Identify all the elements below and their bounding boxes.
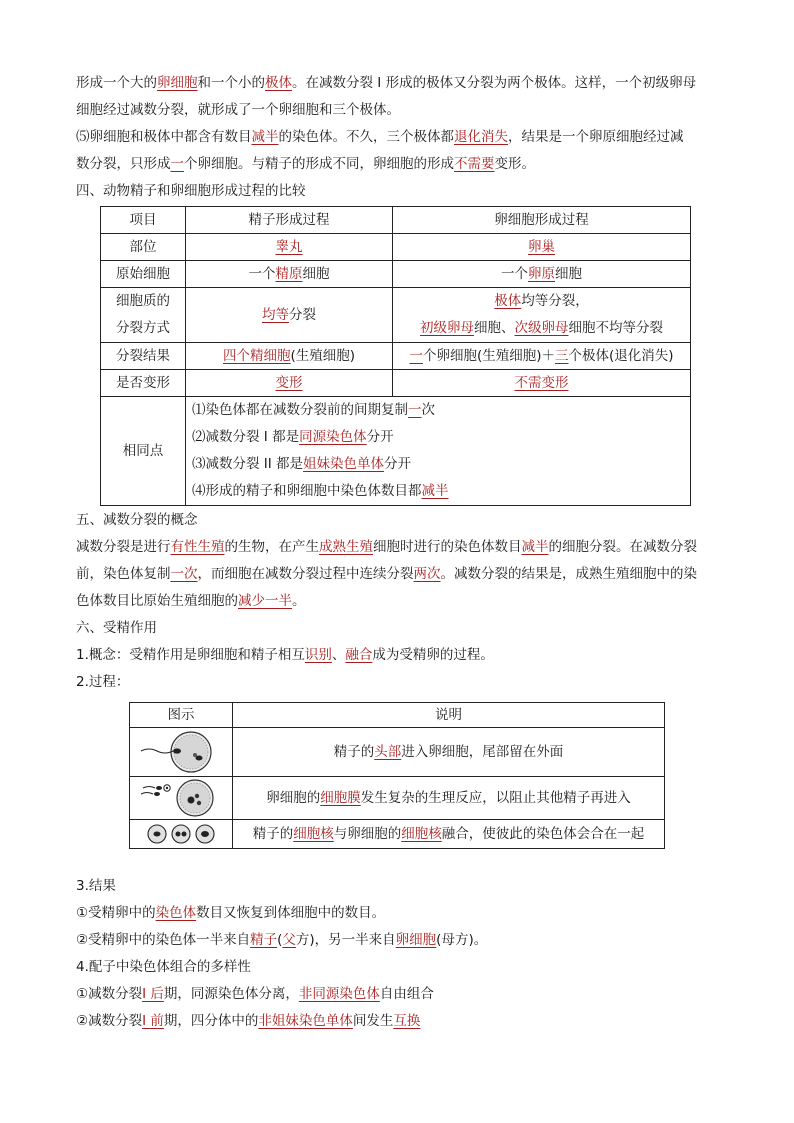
sperm-cell xyxy=(186,261,393,288)
result-label: 3.结果 xyxy=(76,878,116,894)
key-term: 精原 xyxy=(275,265,303,282)
key-term: 细胞核 xyxy=(401,826,442,842)
key-term: 非同源染色体 xyxy=(298,986,380,1002)
intro-line-1 xyxy=(76,70,720,97)
key-term: 精子 xyxy=(250,932,278,948)
table-row-result xyxy=(101,343,691,370)
text: 细胞时进行的染色体数目 xyxy=(373,539,522,555)
label-line: 分裂方式 xyxy=(116,320,170,336)
table-row-origin xyxy=(101,261,691,288)
similarities-cell xyxy=(186,397,691,506)
key-term: 不需变形 xyxy=(514,374,569,391)
key-term: 头部 xyxy=(374,744,402,760)
diversity-label: 4.配子中染色体组合的多样性 xyxy=(76,959,251,975)
egg-cell xyxy=(393,343,691,370)
table-row xyxy=(130,820,665,849)
egg-membrane-reaction-illustration xyxy=(133,778,229,818)
egg-cell xyxy=(393,370,691,397)
key-term: 同源染色体 xyxy=(299,429,367,445)
key-term: 互换 xyxy=(393,1013,421,1029)
similarity-item xyxy=(192,478,690,505)
text: 一个 xyxy=(501,265,528,282)
text: ，结果是一个卵原细胞经过减 xyxy=(508,129,684,145)
text: 前，染色体复制 xyxy=(76,566,171,582)
row-label xyxy=(101,288,186,343)
sperm-cell xyxy=(186,343,393,370)
text: 个极体(退化消失) xyxy=(568,347,674,364)
text: 发生复杂的生理反应，以阻止其他精子再进入 xyxy=(360,790,631,806)
key-term: 次级卵母 xyxy=(514,320,569,336)
result-item-1 xyxy=(76,900,720,927)
key-term: 三 xyxy=(555,347,569,364)
label-line: 细胞质的 xyxy=(116,293,170,309)
header-cell: 说明 xyxy=(233,703,665,728)
figure-cell xyxy=(130,728,233,777)
diversity-item-2 xyxy=(76,1008,720,1035)
text: ，而细胞在减数分裂过程中连续分裂 xyxy=(197,566,414,582)
key-term: I 前 xyxy=(142,1013,164,1029)
key-term: 细胞核 xyxy=(293,826,334,842)
key-term: 退化消失 xyxy=(454,129,508,145)
description-cell xyxy=(233,777,665,820)
text: 形成一个大的 xyxy=(76,75,157,91)
section-6-heading: 六、受精作用 xyxy=(76,620,157,636)
key-term: 卵巢 xyxy=(528,238,555,255)
text: 期，四分体中的 xyxy=(163,1013,259,1029)
key-term: 变形 xyxy=(275,374,303,391)
result-item-2 xyxy=(76,927,720,954)
intro-line-3 xyxy=(76,124,720,151)
cell-line xyxy=(393,315,690,342)
text: ②受精卵中的染色体一半来自 xyxy=(76,932,251,948)
key-term: 卵原 xyxy=(528,265,555,282)
nuclei-fusion-illustration xyxy=(133,821,229,847)
intro-line-4 xyxy=(76,151,720,178)
key-term: 卵细胞 xyxy=(395,932,437,948)
key-term: 染色体 xyxy=(155,905,197,921)
text: 的染色体。不久，三个极体都 xyxy=(278,129,454,145)
text: ②减数分裂 xyxy=(76,1013,143,1029)
text: 、 xyxy=(331,647,346,663)
section-5-heading: 五、减数分裂的概念 xyxy=(76,512,198,528)
text: 融合，使彼此的染色体会合在一起 xyxy=(441,826,645,842)
process-label: 2.过程： xyxy=(76,674,130,690)
concept-line-3 xyxy=(76,588,720,615)
text: 自由组合 xyxy=(379,986,434,1002)
text: 进入卵细胞，尾部留在外面 xyxy=(401,744,564,760)
fertilization-concept xyxy=(76,642,720,669)
text: 均等分裂， xyxy=(521,293,589,309)
table-header-row xyxy=(101,207,691,234)
text: 精子的 xyxy=(333,744,375,760)
text: ①受精卵中的 xyxy=(76,905,156,921)
key-term: 均等 xyxy=(262,306,289,323)
table-row-similarities xyxy=(101,397,691,506)
row-label: 是否变形 xyxy=(101,370,186,397)
key-term: 极体 xyxy=(494,293,522,309)
table-row-part xyxy=(101,234,691,261)
comparison-table xyxy=(100,206,691,506)
text: 的细胞分裂。在减数分裂 xyxy=(548,539,697,555)
key-term: 非姐妹染色单体 xyxy=(258,1013,353,1029)
header-cell: 项目 xyxy=(101,207,186,234)
text: 数目又恢复到体细胞中的数目。 xyxy=(196,905,386,921)
key-term: 减半 xyxy=(421,483,449,499)
text: 减数分裂是进行 xyxy=(76,539,171,555)
concept-line-2 xyxy=(76,561,720,588)
similarity-item xyxy=(192,424,690,451)
header-cell: 图示 xyxy=(130,703,233,728)
key-term: 父 xyxy=(282,932,296,948)
text: 分裂 xyxy=(289,306,316,323)
key-term: 不需要 xyxy=(454,156,495,172)
similarity-item xyxy=(192,451,690,478)
text: (生殖细胞) xyxy=(290,347,356,364)
text: 精子的 xyxy=(252,826,294,842)
key-term: 有性生殖 xyxy=(170,539,225,555)
text: 细胞 xyxy=(302,265,330,282)
spacer xyxy=(76,849,720,873)
key-term: 两次 xyxy=(413,566,441,582)
text: ( xyxy=(277,932,283,948)
egg-cell xyxy=(393,288,691,343)
egg-cell xyxy=(393,234,691,261)
text: ⑵减数分裂 I 都是 xyxy=(192,429,300,445)
key-term: 细胞膜 xyxy=(320,790,361,806)
table-row-cytoplasm xyxy=(101,288,691,343)
text: ⑷形成的精子和卵细胞中染色体数目都 xyxy=(192,483,422,499)
header-cell: 卵细胞形成过程 xyxy=(393,207,691,234)
text: 。 xyxy=(292,593,306,609)
key-term: 融合 xyxy=(345,647,373,663)
key-term: 卵细胞 xyxy=(157,75,198,91)
text: 。减数分裂的结果是，成熟生殖细胞中的染 xyxy=(440,566,697,582)
fertilization-table xyxy=(129,702,665,849)
row-label: 相同点 xyxy=(101,397,186,506)
sperm-cell xyxy=(186,288,393,343)
key-term: 极体 xyxy=(265,75,292,91)
figure-cell xyxy=(130,777,233,820)
cell-line xyxy=(393,288,690,315)
key-term: 减少一半 xyxy=(238,593,292,609)
text: 。在减数分裂 I 形成的极体又分裂为两个极体。这样，一个初级卵母 xyxy=(292,75,697,91)
key-term: 识别 xyxy=(304,647,332,663)
text: (母方)。 xyxy=(436,932,488,948)
text: 细胞、 xyxy=(474,320,515,336)
sperm-entering-egg-illustration xyxy=(133,729,229,775)
text: 间发生 xyxy=(352,1013,394,1029)
egg-cell xyxy=(393,261,691,288)
concept-line-1 xyxy=(76,534,720,561)
key-term: 一 xyxy=(409,347,423,364)
document-page xyxy=(76,70,720,1035)
section-4-heading: 四、动物精子和卵细胞形成过程的比较 xyxy=(76,183,306,199)
text: 卵细胞的 xyxy=(266,790,321,806)
sperm-cell xyxy=(186,234,393,261)
header-cell: 精子形成过程 xyxy=(186,207,393,234)
text: 的生物，在产生 xyxy=(224,539,319,555)
text: 变形。 xyxy=(494,156,535,172)
text: 一个 xyxy=(248,265,276,282)
key-term: 四个精细胞 xyxy=(222,347,291,364)
key-term: 睾丸 xyxy=(275,238,303,255)
key-term: I 后 xyxy=(142,986,164,1002)
intro-line-2 xyxy=(76,97,720,124)
key-term: 姐妹染色单体 xyxy=(303,456,385,472)
text: 方)，另一半来自 xyxy=(295,932,396,948)
text: ⑸卵细胞和极体中都含有数目 xyxy=(76,129,252,145)
table-row xyxy=(130,728,665,777)
text: 数分裂，只形成 xyxy=(76,156,171,172)
key-term: 减半 xyxy=(521,539,549,555)
key-term: 一 xyxy=(408,402,422,418)
similarity-item xyxy=(192,397,690,424)
text: 细胞经过减数分裂，就形成了一个卵细胞和三个极体。 xyxy=(76,102,400,118)
text: 个卵细胞。与精子的形成不同，卵细胞的形成 xyxy=(184,156,454,172)
text: 成为受精卵的过程。 xyxy=(372,647,494,663)
key-term: 成熟生殖 xyxy=(319,539,373,555)
key-term: 初级卵母 xyxy=(420,320,474,336)
text: 与卵细胞的 xyxy=(333,826,402,842)
description-cell xyxy=(233,728,665,777)
text: 期，同源染色体分离， xyxy=(163,986,299,1002)
description-cell xyxy=(233,820,665,849)
text: ⑴染色体都在减数分裂前的间期复制 xyxy=(192,402,408,418)
sperm-cell xyxy=(186,370,393,397)
text: 个卵细胞(生殖细胞)＋ xyxy=(422,347,555,364)
text: 细胞 xyxy=(555,265,582,282)
text: 分开 xyxy=(366,429,394,445)
text: 细胞不均等分裂 xyxy=(568,320,663,336)
text: 1.概念：受精作用是卵细胞和精子相互 xyxy=(76,647,305,663)
text: 分开 xyxy=(384,456,412,472)
figure-cell xyxy=(130,820,233,849)
diversity-item-1 xyxy=(76,981,720,1008)
text: 和一个小的 xyxy=(197,75,265,91)
table-row-deform xyxy=(101,370,691,397)
row-label: 分裂结果 xyxy=(101,343,186,370)
text: 色体数目比原始生殖细胞的 xyxy=(76,593,238,609)
text: ①减数分裂 xyxy=(76,986,143,1002)
text: 次 xyxy=(421,402,435,418)
table-header-row xyxy=(130,703,665,728)
row-label: 部位 xyxy=(101,234,186,261)
key-term: 一次 xyxy=(170,566,198,582)
text: ⑶减数分裂 II 都是 xyxy=(192,456,304,472)
row-label: 原始细胞 xyxy=(101,261,186,288)
table-row xyxy=(130,777,665,820)
key-term: 减半 xyxy=(251,129,279,145)
key-term: 一 xyxy=(170,156,184,172)
